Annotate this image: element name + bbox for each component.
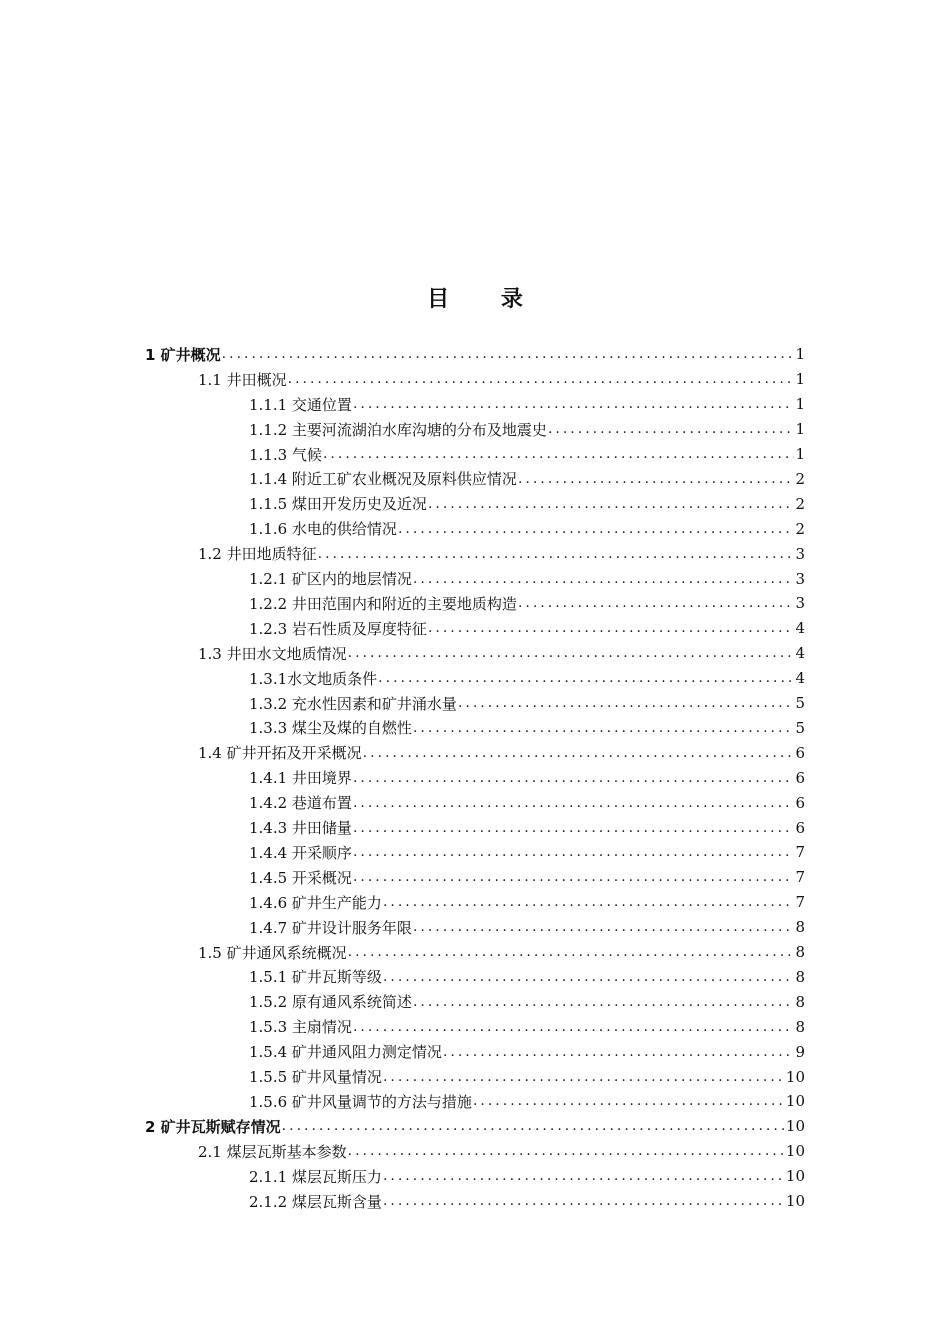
- toc-dot-leader: [353, 844, 795, 860]
- toc-title: 目 录: [427, 287, 545, 312]
- toc-entry-page-number: 8: [795, 967, 805, 986]
- toc-entry[interactable]: [249, 865, 805, 890]
- toc-entry[interactable]: [198, 641, 805, 666]
- toc-entry[interactable]: [249, 790, 805, 815]
- toc-entry-page-number: 2: [795, 494, 805, 513]
- toc-entry[interactable]: [249, 616, 805, 641]
- toc-dot-leader: [353, 869, 795, 885]
- toc-entry-page-number: 1: [795, 420, 805, 439]
- toc-entry[interactable]: [249, 691, 805, 716]
- toc-entry[interactable]: [249, 915, 805, 940]
- toc-entry-page-number: 4: [795, 619, 805, 638]
- toc-entry-page-number: 6: [795, 743, 805, 762]
- toc-dot-leader: [413, 919, 795, 935]
- toc-entry-page-number: 8: [795, 1017, 805, 1036]
- toc-entry[interactable]: [145, 342, 805, 367]
- toc-dot-leader: [383, 894, 795, 910]
- toc-entry[interactable]: [249, 1014, 805, 1039]
- toc-entry[interactable]: [249, 989, 805, 1014]
- toc-entry[interactable]: [249, 1089, 805, 1114]
- toc-entry[interactable]: [198, 1139, 805, 1164]
- toc-dot-leader: [518, 595, 795, 611]
- toc-entry[interactable]: [198, 740, 805, 765]
- toc-dot-leader: [222, 346, 795, 362]
- toc-dot-leader: [363, 745, 795, 761]
- toc-entry-page-number: 10: [785, 1117, 805, 1136]
- toc-dot-leader: [383, 1193, 785, 1209]
- toc-entry-label: 1.3.3 煤尘及煤的自燃性: [249, 719, 412, 738]
- toc-entry-page-number: 7: [795, 843, 805, 862]
- toc-entry-page-number: 5: [795, 718, 805, 737]
- toc-dot-leader: [413, 720, 795, 736]
- toc-dot-leader: [318, 546, 795, 562]
- toc-entry[interactable]: [145, 1114, 805, 1139]
- toc-entry-label: 1.5 矿井通风系统概况: [198, 943, 347, 962]
- toc-dot-leader: [323, 446, 795, 462]
- toc-entry-label: 1.3.1水文地质条件: [249, 669, 378, 688]
- toc-entry-page-number: 2: [795, 469, 805, 488]
- toc-entry-label: 1.1.5 煤田开发历史及近况: [249, 495, 427, 514]
- toc-entry[interactable]: [198, 367, 805, 392]
- toc-entry[interactable]: [249, 516, 805, 541]
- toc-entry-label: 1.1.1 交通位置: [249, 395, 352, 414]
- toc-entry-page-number: 4: [795, 644, 805, 663]
- toc-entry-page-number: 10: [785, 1167, 805, 1186]
- toc-entry[interactable]: [249, 591, 805, 616]
- toc-entry[interactable]: [249, 566, 805, 591]
- toc-entry-page-number: 8: [795, 918, 805, 937]
- toc-entry-label: 1.4.5 开采概况: [249, 868, 352, 887]
- toc-entry[interactable]: [249, 840, 805, 865]
- toc-entry-page-number: 1: [795, 395, 805, 414]
- toc-entry-page-number: 6: [795, 793, 805, 812]
- toc-dot-leader: [413, 571, 795, 587]
- toc-entry-label: 1.2.2 井田范围内和附近的主要地质构造: [249, 594, 517, 613]
- toc-entry-page-number: 10: [785, 1142, 805, 1161]
- toc-entry-page-number: 9: [795, 1042, 805, 1061]
- toc-entry-label: 1.1.3 气候: [249, 445, 322, 464]
- toc-entry[interactable]: [249, 467, 805, 492]
- toc-dot-leader: [548, 421, 795, 437]
- toc-entry-page-number: 10: [785, 1067, 805, 1086]
- toc-entry-page-number: 7: [795, 868, 805, 887]
- toc-entry[interactable]: [249, 1164, 805, 1189]
- toc-entry-page-number: 8: [795, 992, 805, 1011]
- toc-dot-leader: [428, 496, 795, 512]
- toc-entry-page-number: 6: [795, 818, 805, 837]
- toc-dot-leader: [353, 820, 795, 836]
- toc-entry-page-number: 1: [795, 370, 805, 389]
- toc-dot-leader: [428, 620, 795, 636]
- toc-entry-label: 1.1 井田概况: [198, 370, 287, 389]
- toc-dot-leader: [443, 1044, 795, 1060]
- toc-entry-label: 1.4 矿井开拓及开采概况: [198, 744, 362, 763]
- toc-entry-page-number: 2: [795, 519, 805, 538]
- toc-entry-label: 1.4.1 井田境界: [249, 769, 352, 788]
- toc-dot-leader: [398, 521, 795, 537]
- toc-entry[interactable]: [249, 1039, 805, 1064]
- toc-entry-page-number: 10: [785, 1192, 805, 1211]
- toc-dot-leader: [353, 1019, 795, 1035]
- toc-entry[interactable]: [249, 1064, 805, 1089]
- toc-dot-leader: [348, 1143, 785, 1159]
- toc-entry[interactable]: [249, 1189, 805, 1214]
- toc-entry[interactable]: [249, 666, 805, 691]
- toc-entry-page-number: 1: [795, 445, 805, 464]
- toc-entry-label: 1.3 井田水文地质情况: [198, 644, 347, 663]
- toc-entry[interactable]: [249, 442, 805, 467]
- toc-entry-label: 1.4.6 矿井生产能力: [249, 893, 382, 912]
- toc-entry-label: 1.4.4 开采顺序: [249, 843, 352, 862]
- toc-entry[interactable]: [249, 965, 805, 990]
- toc-entry-page-number: 7: [795, 893, 805, 912]
- toc-entry-label: 1.1.2 主要河流湖泊水库沟塘的分布及地震史: [249, 420, 547, 439]
- toc-entry[interactable]: [249, 765, 805, 790]
- toc-entry-label: 1.5.2 原有通风系统简述: [249, 993, 412, 1012]
- toc-dot-leader: [348, 944, 795, 960]
- toc-entry-page-number: 3: [795, 544, 805, 563]
- toc-entry-label: 2.1.1 煤层瓦斯压力: [249, 1167, 382, 1186]
- toc-entry-label: 1.2 井田地质特征: [198, 545, 317, 564]
- toc-entry-label: 1 矿井概况: [145, 345, 221, 364]
- toc-entry-label: 1.2.3 岩石性质及厚度特征: [249, 619, 427, 638]
- toc-entry-page-number: 6: [795, 768, 805, 787]
- toc-entry-page-number: 4: [795, 669, 805, 688]
- toc-dot-leader: [378, 670, 794, 686]
- toc-entry-label: 2.1.2 煤层瓦斯含量: [249, 1192, 382, 1211]
- toc-entry-label: 1.4.2 巷道布置: [249, 794, 352, 813]
- toc-entry[interactable]: [249, 392, 805, 417]
- toc-dot-leader: [353, 795, 795, 811]
- toc-dot-leader: [288, 371, 795, 387]
- toc-dot-leader: [413, 994, 795, 1010]
- toc-entry-page-number: 8: [795, 943, 805, 962]
- toc-entry-label: 1.4.7 矿井设计服务年限: [249, 918, 412, 937]
- toc-entry-label: 1.5.4 矿井通风阻力测定情况: [249, 1043, 442, 1062]
- toc-entry-page-number: 1: [795, 345, 805, 364]
- toc-entry-label: 1.5.1 矿井瓦斯等级: [249, 968, 382, 987]
- toc-entry-label: 2.1 煤层瓦斯基本参数: [198, 1142, 347, 1161]
- toc-dot-leader: [383, 1069, 785, 1085]
- toc-entry[interactable]: [249, 417, 805, 442]
- toc-entry-page-number: 3: [795, 569, 805, 588]
- toc-entry-label: 1.2.1 矿区内的地层情况: [249, 570, 412, 589]
- toc-entry-label: 1.1.6 水电的供给情况: [249, 520, 397, 539]
- toc-entry-label: 1.5.6 矿井风量调节的方法与措施: [249, 1092, 472, 1111]
- toc-entry[interactable]: [249, 815, 805, 840]
- toc-dot-leader: [458, 695, 795, 711]
- toc-entry-label: 1.1.4 附近工矿农业概况及原料供应情况: [249, 470, 517, 489]
- toc-entry-label: 1.3.2 充水性因素和矿井涌水量: [249, 694, 457, 713]
- toc-entry[interactable]: [249, 890, 805, 915]
- toc-entry-page-number: 3: [795, 594, 805, 613]
- toc-dot-leader: [473, 1093, 785, 1109]
- toc-dot-leader: [282, 1118, 785, 1134]
- toc-dot-leader: [518, 471, 795, 487]
- toc-entry[interactable]: [198, 541, 805, 566]
- toc-entry[interactable]: [198, 940, 805, 965]
- toc-dot-leader: [348, 645, 795, 661]
- toc-dot-leader: [383, 1168, 785, 1184]
- toc-dot-leader: [383, 969, 795, 985]
- toc-entry[interactable]: [249, 491, 805, 516]
- toc-entry-page-number: 5: [795, 694, 805, 713]
- toc-entry-label: 2 矿井瓦斯赋存情况: [145, 1117, 281, 1136]
- toc-entry-label: 1.5.3 主扇情况: [249, 1018, 352, 1037]
- toc-entry-page-number: 10: [785, 1092, 805, 1111]
- toc-dot-leader: [353, 396, 795, 412]
- toc-entry-label: 1.5.5 矿井风量情况: [249, 1068, 382, 1087]
- toc-dot-leader: [353, 770, 795, 786]
- toc-entry[interactable]: [249, 716, 805, 741]
- toc-entry-label: 1.4.3 井田储量: [249, 819, 352, 838]
